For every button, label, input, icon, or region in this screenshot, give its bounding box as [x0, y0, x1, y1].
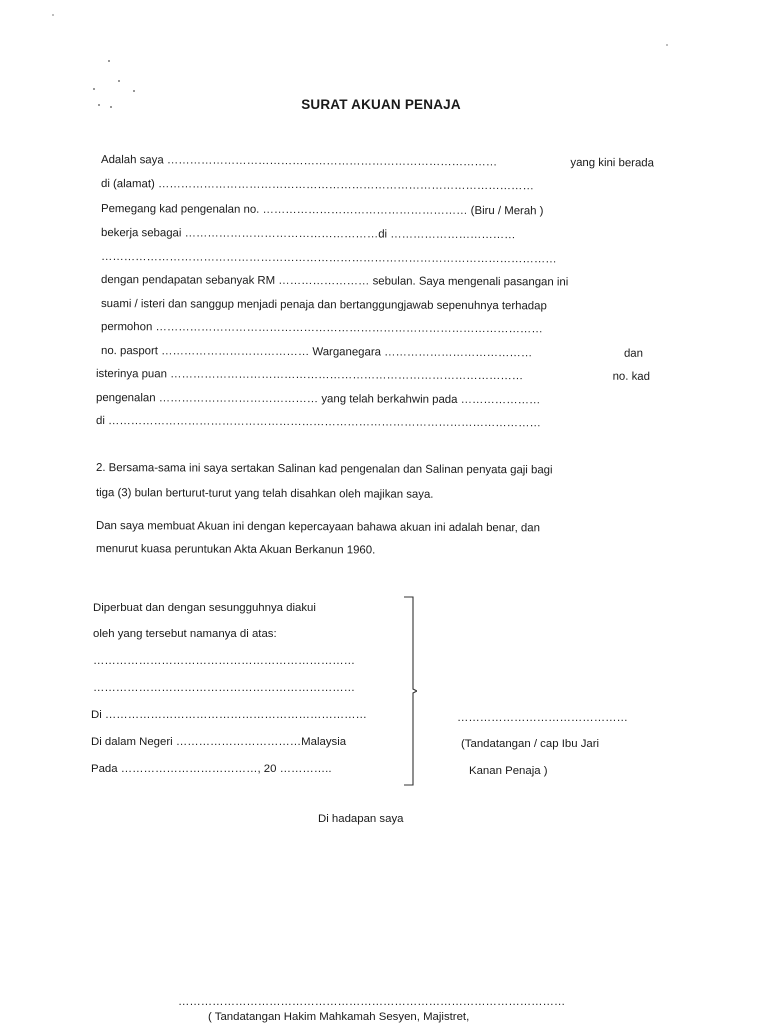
right-brace-icon	[403, 596, 417, 786]
paragraph-2-line-2: tiga (3) bulan berturut-turut yang telah disahkan oleh majikan saya.	[95, 487, 434, 501]
before-me-label: Di hadapan saya	[318, 813, 404, 825]
scan-speck	[108, 60, 110, 62]
declaration-line-9-right: dan	[623, 347, 644, 360]
declaration-line-10	[96, 367, 650, 384]
declaration-line-8: permohon …………………………………………………………………………………………	[100, 321, 543, 336]
scan-speck	[666, 44, 668, 46]
scan-speck	[52, 14, 54, 16]
declaration-line-2-left: di (alamat) ………………………………………………………………………………………	[100, 178, 534, 193]
paragraph-3-line-2: menurut kuasa peruntukan Akta Akuan Berkanun 1960.	[95, 543, 376, 557]
sponsor-signature-line: ………………………………………	[457, 712, 628, 724]
declaration-line-12: di ……………………………………………………………………………………………………	[95, 415, 541, 430]
declaration-line-10-right: no. kad	[612, 370, 651, 383]
declaration-line-2	[101, 177, 654, 194]
blank-signature-line-1: ……………………………………………………………	[93, 655, 355, 667]
affirm-line-2: oleh yang tersebut namanya di atas:	[93, 628, 277, 640]
paragraph-3-line-1: Dan saya membuat Akuan ini dengan kepercayaan bahawa akuan ini adalah benar, dan	[95, 520, 540, 535]
place-line: Di ……………………………………………………………	[91, 709, 367, 721]
date-line: Pada ………………………………, 20 …………..	[91, 763, 332, 775]
declaration-line-5: …………………………………………………………………………………………………………	[100, 251, 557, 266]
state-line: Di dalam Negeri ……………………………Malaysia	[91, 736, 347, 748]
declaration-line-4: bekerja sebagai ……………………………………………di ……………………………	[100, 227, 516, 242]
declaration-line-1-left: Adalah saya ……………………………………………………………………………	[100, 154, 498, 169]
declaration-line-9	[101, 344, 643, 361]
judge-signature-caption: ( Tandatangan Hakim Mahkamah Sesyen, Majistret,	[208, 1011, 470, 1023]
judge-signature-line: …………………………………………………………………………………………	[178, 996, 566, 1008]
declaration-line-1	[101, 153, 654, 170]
declaration-line-1-right: yang kini berada	[570, 156, 655, 170]
blank-signature-line-2: ……………………………………………………………	[93, 682, 355, 694]
declaration-line-6: dengan pendapatan sebanyak RM …………………… sebulan. Saya mengenali pasangan ini	[100, 274, 569, 289]
declaration-line-7: suami / isteri dan sanggup menjadi penaja dan bertanggungjawab sepenuhnya terhadap	[100, 298, 547, 313]
sponsor-signature-caption-2: Kanan Penaja )	[469, 765, 548, 777]
scan-speck	[93, 88, 95, 90]
scan-speck	[133, 90, 135, 92]
paragraph-2-line-1: 2. Bersama-sama ini saya sertakan Salinan kad pengenalan dan Salinan penyata gaji bagi	[95, 462, 553, 477]
scan-speck	[118, 80, 120, 82]
declaration-line-11: pengenalan …………………………………… yang telah berkahwin pada …………………	[95, 392, 541, 407]
declaration-line-10-left: isterinya puan …………………………………………………………………………………	[95, 368, 524, 383]
sponsor-signature-caption-1: (Tandatangan / cap Ibu Jari	[461, 738, 600, 750]
declaration-line-9-left: no. pasport ………………………………… Warganegara …………………………………	[100, 345, 533, 360]
declaration-line-3: Pemegang kad pengenalan no. ……………………………………………… (Biru / Merah )	[100, 203, 544, 218]
document-title: SURAT AKUAN PENAJA	[301, 97, 461, 112]
affirm-line-1: Diperbuat dan dengan sesungguhnya diakui	[93, 602, 316, 614]
